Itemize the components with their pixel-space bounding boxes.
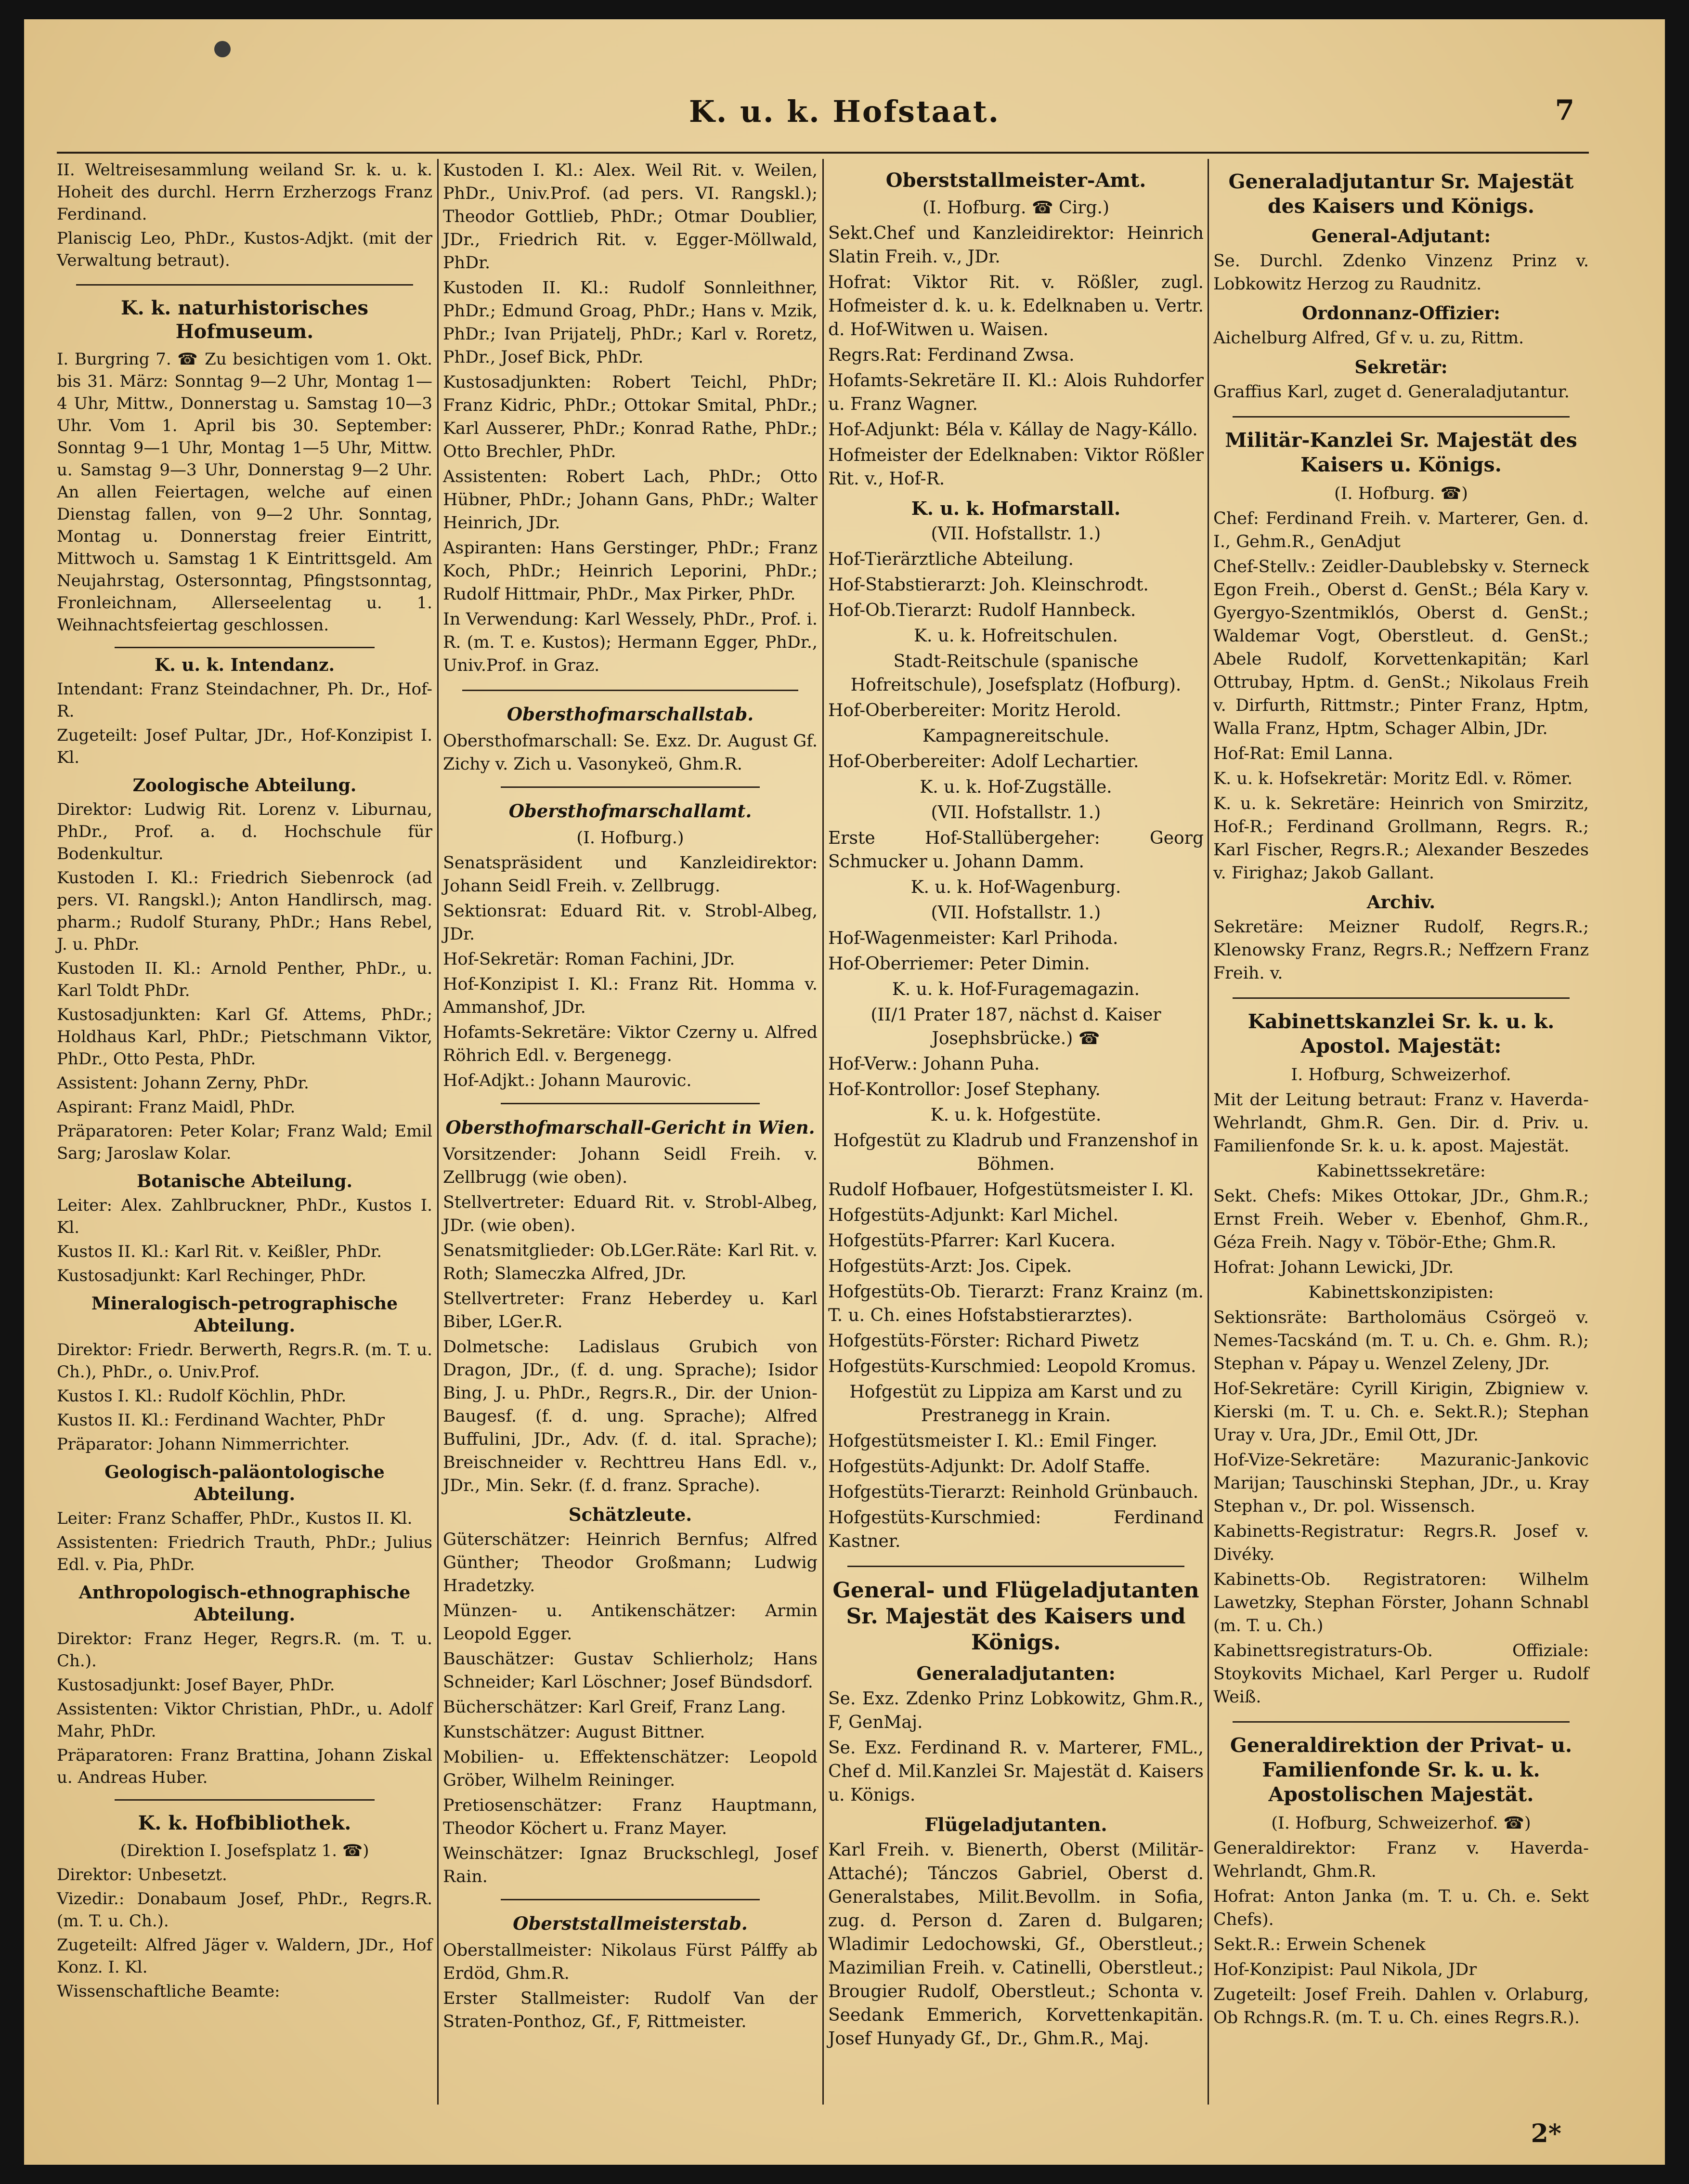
directory-entry: Stellvertreter: Franz Heberdey u. Karl Biber, LGer.R. [443,1289,818,1332]
section-divider [847,1566,1184,1567]
centered-note: K. u. k. Hof-Furagemagazin. [892,980,1140,999]
directory-entry: Aspirant: Franz Maidl, PhDr. [57,1098,296,1117]
column-4 [1213,159,1589,2031]
section-heading: Schätzleute. [568,1504,692,1525]
section-heading: Geologisch-paläontologische Abteilung. [104,1462,385,1504]
section-heading: K. u. k. Intendanz. [155,655,335,675]
directory-entry: Hofgestüts-Arzt: Jos. Cipek. [828,1256,1072,1276]
directory-entry: Graffius Karl, zuget d. Generaladjutantur. [1213,382,1570,402]
directory-entry: Hof-Oberbereiter: Moritz Herold. [828,701,1121,720]
centered-note: (I. Hofburg. ☎) [1334,484,1468,503]
directory-entry: Hofrat: Johann Lewicki, JDr. [1213,1258,1454,1277]
section-heading: Generaladjutantur Sr. Majestät des Kaisers und Königs. [1228,170,1574,218]
page-number: 7 [1555,94,1574,127]
directory-entry: Assistenten: Friedrich Trauth, PhDr.; Julius Edl. v. Pia, PhDr. [57,1533,432,1574]
directory-entry: Hof-Sekretär: Roman Fachini, JDr. [443,950,735,969]
centered-note: (II/1 Prater 187, nächst d. Kaiser Josephsbrücke.) ☎ [870,1005,1161,1048]
directory-entry: Senatspräsident und Kanzleidirektor: Johann Seidl Freih. v. Zellbrugg. [443,853,818,896]
directory-entry: Direktor: Ludwig Rit. Lorenz v. Liburnau, PhDr., Prof. a. d. Hochschule für Bodenkultur. [57,800,432,863]
directory-entry: Erste Hof-Stallübergeher: Georg Schmucker u. Johann Damm. [828,828,1204,872]
centered-note: (I. Hofburg, Schweizerhof. ☎) [1271,1814,1531,1833]
directory-entry: Mit der Leitung betraut: Franz v. Haverda-Wehrlandt, Ghm.R. Gen. Dir. d. Priv. u. Familienfonde Sr. k. u. k. apost. Majestät. [1213,1090,1589,1156]
directory-entry: Direktor: Franz Heger, Regrs.R. (m. T. u. Ch.). [57,1629,432,1671]
directory-entry: Dolmetsche: Ladislaus Grubich von Dragon, JDr., (f. d. ung. Sprache); Isidor Bing, J. u. PhDr., Regrs.R., Dir. der Union-Baugesf. (f. d. ung. Sprache); Alfred Buffulini, JDr., Adv. (f. d. ital. Sprache); Breischneider v. Rechttreu Hans Edl. v., JDr., Min. Sekr. (f. d. franz. Sprache). [443,1337,818,1495]
directory-entry: Oberstallmeister: Nikolaus Fürst Pálffy ab Erdöd, Ghm.R. [443,1941,818,1983]
centered-note: K. u. k. Hof-Zugställe. [920,777,1112,797]
directory-entry: Hofrat: Anton Janka (m. T. u. Ch. e. Sekt Chefs). [1213,1887,1589,1929]
centered-note: Kampagnereitschule. [922,726,1110,746]
directory-entry: Senatsmitglieder: Ob.LGer.Räte: Karl Rit. v. Roth; Slameczka Alfred, JDr. [443,1241,818,1283]
section-heading: Oberststallmeisterstab. [513,1913,748,1934]
directory-entry: Assistenten: Robert Lach, PhDr.; Otto Hübner, PhDr.; Johann Gans, PhDr.; Walter Heinrich, JDr. [443,467,818,533]
scan-edge-right [1665,0,1689,2184]
directory-entry: Chef: Ferdinand Freih. v. Marterer, Gen. d. I., Gehm.R., GenAdjut [1213,509,1589,551]
directory-entry: Hof-Adjkt.: Johann Maurovic. [443,1071,692,1090]
directory-entry: Kustoden I. Kl.: Alex. Weil Rit. v. Weilen, PhDr., Univ.Prof. (ad pers. VI. Rangskl.); Theodor Gottlieb, PhDr.; Otmar Doublier, JDr., Friedrich Rit. v. Egger-Möllwald, PhDr. [443,161,818,273]
directory-entry: Hofgestüts-Tierarzt: Reinhold Grünbauch. [828,1482,1199,1502]
directory-entry: Hofgestüts-Adjunkt: Karl Michel. [828,1205,1118,1225]
directory-entry: K. u. k. Hofsekretär: Moritz Edl. v. Römer. [1213,769,1573,788]
directory-entry: Hofgestüts-Kurschmied: Ferdinand Kastner. [828,1508,1204,1551]
directory-entry: Hof-Ob.Tierarzt: Rudolf Hannbeck. [828,601,1136,620]
directory-entry: Generaldirektor: Franz v. Haverda-Wehrlandt, Ghm.R. [1213,1839,1589,1881]
centered-note: (VII. Hofstallstr. 1.) [931,803,1101,823]
section-divider [501,786,760,788]
centered-note: (VII. Hofstallstr. 1.) [931,524,1101,544]
directory-entry: Obersthofmarschall: Se. Exz. Dr. August Gf. Zichy v. Zich u. Vasonykeö, Ghm.R. [443,732,818,774]
directory-entry: Hof-Oberriemer: Peter Dimin. [828,954,1090,974]
directory-entry: Leiter: Alex. Zahlbruckner, PhDr., Kustos I. Kl. [57,1196,432,1237]
section-heading: Generaladjutanten: [916,1662,1116,1684]
directory-entry: Sekt. Chefs: Mikes Ottokar, JDr., Ghm.R.; Ernst Freih. Weber v. Ebenhof, Ghm.R., Géza Freih. Nagy v. Töbör-Ethe; Ghm.R. [1213,1187,1589,1252]
directory-entry: Erster Stallmeister: Rudolf Van der Straten-Ponthoz, Gf., F, Rittmeister. [443,1989,818,2031]
directory-entry: Zugeteilt: Alfred Jäger v. Waldern, JDr., Hof Konz. I. Kl. [57,1936,432,1977]
directory-entry: Kabinetts-Registratur: Regrs.R. Josef v. Divéky. [1213,1522,1589,1564]
directory-entry: Bücherschätzer: Karl Greif, Franz Lang. [443,1698,786,1717]
directory-entry: Hof-Sekretäre: Cyrill Kirigin, Zbigniew v. Kierski (m. T. u. Ch. e. Sekt.R.); Stephan Uray v. Ura, JDr., Emil Ott, JDr. [1213,1379,1589,1445]
directory-entry: Kustosadjunkt: Josef Bayer, PhDr. [57,1675,335,1695]
directory-entry: Präparatoren: Peter Kolar; Franz Wald; Emil Sarg; Jaroslaw Kolar. [57,1122,432,1163]
directory-entry: Intendant: Franz Steindachner, Ph. Dr., Hof-R. [57,680,432,721]
directory-entry: K. u. k. Sekretäre: Heinrich von Smirzitz, Hof-R.; Ferdinand Grollmann, Regrs. R.; Karl Fischer, Regrs.R.; Alexander Beszedes v. Firighaz; Jakob Gallant. [1213,794,1589,883]
directory-entry: Mobilien- u. Effektenschätzer: Leopold Gröber, Wilhelm Reininger. [443,1748,818,1790]
directory-entry: Sekt.Chef und Kanzleidirektor: Heinrich Slatin Freih. v., JDr. [828,223,1204,267]
section-divider [115,1799,375,1801]
directory-entry: Kabinetts-Ob. Registratoren: Wilhelm Lawetzky, Stephan Förster, Johann Schnabl (m. T. u. Ch.) [1213,1570,1589,1635]
centered-note: K. u. k. Hof-Wagenburg. [910,877,1121,897]
directory-entry: Karl Freih. v. Bienerth, Oberst (Militär-Attaché); Tánczos Gabriel, Oberst d. Generalstabes, Milit.Bevollm. in Sofia, zug. d. Person d. Zaren d. Bulgaren; Wladimir Ledochowski, Gf., Oberstleut.; Mazimilian Freih. v. Catinelli, Oberstleut.; Brougier Rudolf, Oberstleut.; Schonta v. Seedank Emmerich, Korvettenkapitän. Josef Hunyady Gf., Dr., Ghm.R., Maj. [828,1840,1204,2049]
section-heading: Ordonnanz-Offizier: [1302,302,1500,324]
section-heading: Sekretär: [1354,356,1448,378]
scan-edge-top [0,0,1689,19]
directory-entry: Leiter: Franz Schaffer, PhDr., Kustos II. Kl. [57,1509,413,1528]
directory-entry: Aichelburg Alfred, Gf v. u. zu, Rittm. [1213,328,1524,348]
directory-entry: Zugeteilt: Josef Pultar, JDr., Hof-Konzipist I. Kl. [57,726,432,767]
directory-entry: Weinschätzer: Ignaz Bruckschlegl, Josef Rain. [443,1844,818,1886]
section-divider [462,690,798,691]
directory-entry: Assistenten: Viktor Christian, PhDr., u. Adolf Mahr, PhDr. [57,1700,432,1741]
directory-entry: Vorsitzender: Johann Seidl Freih. v. Zellbrugg (wie oben). [443,1145,818,1187]
column-2 [443,159,818,2035]
directory-entry: Hofamts-Sekretäre: Viktor Czerny u. Alfred Röhrich Edl. v. Bergenegg. [443,1023,818,1065]
section-divider [1233,416,1570,418]
column-rule-2 [822,159,824,2105]
directory-entry: Sekretäre: Meizner Rudolf, Regrs.R.; Klenowsky Franz, Regrs.R.; Neffzern Franz Freih. v. [1213,917,1589,983]
scan-edge-left [0,0,24,2184]
directory-entry: Münzen- u. Antikenschätzer: Armin Leopold Egger. [443,1601,818,1644]
directory-entry: Hof-Adjunkt: Béla v. Kállay de Nagy-Kállo. [828,420,1198,440]
directory-entry: Hofgestüts-Ob. Tierarzt: Franz Krainz (m. T. u. Ch. eines Hofstabstierarztes). [828,1282,1204,1325]
section-heading: Oberststallmeister-Amt. [885,169,1146,192]
section-divider [1233,997,1570,999]
directory-entry: Assistent: Johann Zerny, PhDr. [57,1073,309,1093]
column-rule-1 [437,159,439,2105]
section-heading: Zoologische Abteilung. [132,775,357,796]
section-heading: Militär-Kanzlei Sr. Majestät des Kaisers u. Königs. [1225,429,1577,476]
section-divider [501,1103,760,1104]
section-heading: Generaldirektion der Privat- u. Familienfonde Sr. k. u. k. Apostolischen Majestät. [1230,1734,1572,1806]
section-heading: K. u. k. Hofmarstall. [911,497,1121,519]
section-divider [1233,1721,1570,1723]
directory-entry: Bauschätzer: Gustav Schlierholz; Hans Schneider; Karl Löschner; Josef Bündsdorf. [443,1649,818,1692]
directory-entry: Se. Durchl. Zdenko Vinzenz Prinz v. Lobkowitz Herzog zu Raudnitz. [1213,251,1589,294]
section-divider [115,647,375,648]
centered-note: Hofgestüt zu Kladrub und Franzenshof in Böhmen. [833,1131,1199,1174]
section-heading: Mineralogisch-petrographische Abteilung. [91,1294,398,1336]
directory-entry: Zugeteilt: Josef Freih. Dahlen v. Orlaburg, Ob Rchngs.R. (m. T. u. Ch. eines Regrs.R.). [1213,1985,1589,2027]
directory-entry: Hof-Wagenmeister: Karl Prihoda. [828,929,1118,948]
centered-note: (I. Hofburg. ☎ Cirg.) [922,198,1109,218]
directory-entry: Hofgestüts-Förster: Richard Piwetz [828,1331,1139,1351]
section-heading: Obersthofmarschall-Gericht in Wien. [445,1117,815,1138]
directory-entry: Pretiosenschätzer: Franz Hauptmann, Theodor Köchert u. Franz Mayer. [443,1796,818,1838]
section-heading: General-Adjutant: [1311,225,1491,247]
directory-entry: Hof-Kontrollor: Josef Stephany. [828,1080,1101,1099]
section-divider [501,1899,760,1900]
section-heading: Obersthofmarschallamt. [508,800,752,822]
directory-entry: Kustos I. Kl.: Rudolf Köchlin, PhDr. [57,1386,347,1406]
directory-entry: Sekt.R.: Erwein Schenek [1213,1935,1426,1954]
directory-entry: Hof-Tierärztliche Abteilung. [828,549,1074,569]
directory-entry: I. Burgring 7. ☎ Zu besichtigen vom 1. Okt. bis 31. März: Sonntag 9—2 Uhr, Montag 1—4 Uhr, Mittw., Donnerstag u. Samstag 10—3 Uhr. Vom 1. April bis 30. September: Sonntag 9—1 Uhr, Montag 1—5 Uhr, Mittw. u. Samstag 9—3 Uhr, Donnerstag 9—2 Uhr. An allen Feiertagen, welche auf einen Dienstag fallen, von 9—2 Uhr. Sonntag, Montag u. Donnerstag freier Eintritt, Mittwoch u. Samstag 1 K Eintrittsgeld. Am Neujahrstag, Ostersonntag, Pfingstsonntag, Fronleichnam, Allerseelentag u. 1. Weihnachtsfeiertag geschlossen. [57,350,432,635]
centered-note: Hofgestüt zu Lippiza am Karst und zu Prestranegg in Krain. [849,1382,1182,1425]
directory-entry: Hofmeister der Edelknaben: Viktor Rößler Rit. v., Hof-R. [828,445,1204,489]
directory-entry: Chef-Stellv.: Zeidler-Daublebsky v. Sterneck Egon Freih., Oberst d. GenSt.; Béla Kary v. Gyergyo-Szentmiklós, Oberst d. GenSt.; Waldemar Vogt, Oberstleut. d. GenSt.; Abele Rudolf, Korvettenkapitän; Karl Ottrubay, Hptm. d. GenSt.; Nikolaus Freih v. Dirfurth, Rittmstr.; Pinter Franz, Hptm, Walla Franz, Hptm, Schager Albin, JDr. [1213,557,1589,738]
directory-entry: Kustos II. Kl.: Karl Rit. v. Keißler, PhDr. [57,1242,382,1261]
section-heading: Kabinettskanzlei Sr. k. u. k. Apostol. Majestät: [1247,1010,1555,1058]
section-heading: K. k. Hofbibliothek. [138,1812,351,1834]
directory-entry: Hof-Vize-Sekretäre: Mazuranic-Jankovic Marijan; Tauschinski Stephan, JDr., u. Kray Stephan v., Dr. pol. Wissensch. [1213,1451,1589,1516]
directory-entry: Se. Exz. Zdenko Prinz Lobkowitz, Ghm.R., F, GenMaj. [828,1689,1204,1732]
directory-entry: II. Weltreisesammlung weiland Sr. k. u. k. Hoheit des durchl. Herrn Erzherzogs Franz Ferdinand. [57,160,432,224]
directory-entry: Hofrat: Viktor Rit. v. Rößler, zugl. Hofmeister d. k. u. k. Edelknaben u. Vertr. d. Hof-Witwen u. Waisen. [828,273,1204,340]
directory-entry: Hof-Stabstierarzt: Joh. Kleinschrodt. [828,575,1149,595]
directory-entry: Wissenschaftliche Beamte: [57,1982,280,2001]
directory-entry: Präparatoren: Franz Brattina, Johann Ziskal u. Andreas Huber. [57,1746,432,1787]
column-3 [828,159,1204,2053]
binding-hole [214,41,231,57]
section-heading: K. k. naturhistorisches Hofmuseum. [121,297,368,343]
directory-entry: Sektionsrat: Eduard Rit. v. Strobl-Albeg, JDr. [443,902,818,944]
directory-entry: Hofgestütsmeister I. Kl.: Emil Finger. [828,1431,1157,1451]
section-divider [76,284,413,286]
directory-entry: Kustosadjunkten: Karl Gf. Attems, PhDr.; Holdhaus Karl, PhDr.; Pietschmann Viktor, PhDr., Otto Pesta, PhDr. [57,1005,432,1069]
column-rule-3 [1208,159,1209,2105]
directory-entry: Aspiranten: Hans Gerstinger, PhDr.; Franz Koch, PhDr.; Heinrich Leporini, PhDr.; Rudolf Hittmair, PhDr., Max Pirker, PhDr. [443,538,818,604]
signature-mark: 2* [1531,2119,1561,2148]
directory-entry: Direktor: Friedr. Berwerth, Regrs.R. (m. T. u. Ch.), PhDr., o. Univ.Prof. [57,1340,432,1382]
section-heading: Archiv. [1366,891,1436,913]
directory-entry: Hofgestüts-Pfarrer: Karl Kucera. [828,1231,1116,1251]
directory-entry: Hof-Konzipist: Paul Nikola, JDr [1213,1960,1477,1979]
directory-entry: Planiscig Leo, PhDr., Kustos-Adjkt. (mit der Verwaltung betraut). [57,229,432,270]
centered-note: (VII. Hofstallstr. 1.) [931,903,1101,923]
directory-entry: Hofamts-Sekretäre II. Kl.: Alois Ruhdorfer u. Franz Wagner. [828,371,1204,414]
centered-note: K. u. k. Hofreitschulen. [914,626,1118,646]
directory-entry: Kustoden II. Kl.: Rudolf Sonnleithner, PhDr.; Edmund Groag, PhDr.; Hans v. Mzik, PhDr.; Ivan Prijatelj, PhDr.; Karl v. Roretz, PhDr., Josef Bick, PhDr. [443,278,818,367]
header-rule [57,152,1589,154]
section-heading: Botanische Abteilung. [136,1171,353,1191]
centered-note: (Direktion I. Josefsplatz 1. ☎) [120,1841,369,1860]
directory-entry: Direktor: Unbesetzt. [57,1865,227,1884]
directory-entry: Kustoden I. Kl.: Friedrich Siebenrock (ad pers. VI. Rangskl.); Anton Handlirsch, mag. pharm.; Rudolf Sturany, PhDr.; Hans Rebel, J. u. PhDr. [57,868,432,954]
directory-entry: Vizedir.: Donabaum Josef, PhDr., Regrs.R. (m. T. u. Ch.). [57,1889,432,1931]
directory-entry: Hofgestüts-Kurschmied: Leopold Kromus. [828,1357,1196,1376]
directory-entry: Kustosadjunkten: Robert Teichl, PhDr; Franz Kidric, PhDr.; Ottokar Smital, PhDr.; Karl Ausserer, PhDr.; Konrad Rathe, PhDr.; Otto Brechler, PhDr. [443,373,818,461]
directory-entry: Kustosadjunkt: Karl Rechinger, PhDr. [57,1266,366,1285]
page-header [0,94,1689,152]
section-heading: Obersthofmarschallstab. [507,704,754,725]
directory-entry: Kunstschätzer: August Bittner. [443,1723,705,1742]
directory-entry: Regrs.Rat: Ferdinand Zwsa. [828,345,1075,365]
directory-entry: Hofgestüts-Adjunkt: Dr. Adolf Staffe. [828,1457,1151,1477]
directory-entry: Kustos II. Kl.: Ferdinand Wachter, PhDr [57,1411,385,1430]
column-1 [57,159,432,2004]
running-title: K. u. k. Hofstaat. [689,94,1000,129]
directory-entry: Kabinettsregistraturs-Ob. Offiziale: Stoykovits Michael, Karl Perger u. Rudolf Weiß. [1213,1641,1589,1707]
centered-note: I. Hofburg, Schweizerhof. [1291,1065,1511,1085]
directory-entry: Hof-Verw.: Johann Puha. [828,1054,1040,1074]
directory-entry: Hof-Rat: Emil Lanna. [1213,744,1393,763]
directory-entry: Güterschätzer: Heinrich Bernfus; Alfred Günther; Theodor Großmann; Ludwig Hradetzky. [443,1530,818,1595]
directory-entry: In Verwendung: Karl Wessely, PhDr., Prof. i. R. (m. T. e. Kustos); Hermann Egger, PhDr., Univ.Prof. in Graz. [443,610,818,675]
section-heading: Flügeladjutanten. [924,1814,1107,1835]
directory-entry: Se. Exz. Ferdinand R. v. Marterer, FML., Chef d. Mil.Kanzlei Sr. Majestät d. Kaisers u. Königs. [828,1738,1204,1805]
section-heading: Anthropologisch-ethnographische Abteilung. [78,1582,411,1625]
directory-entry: Rudolf Hofbauer, Hofgestütsmeister I. Kl. [828,1180,1194,1200]
directory-entry: Stellvertreter: Eduard Rit. v. Strobl-Albeg, JDr. (wie oben). [443,1193,818,1235]
directory-entry: Hof-Oberbereiter: Adolf Lechartier. [828,752,1139,772]
centered-note: K. u. k. Hofgestüte. [930,1105,1102,1125]
section-heading: General- und Flügeladjutanten Sr. Majestät des Kaisers und Königs. [832,1578,1199,1655]
scan-edge-bottom [0,2165,1689,2184]
centered-note: Kabinettssekretäre: [1316,1162,1486,1181]
directory-entry: Präparator: Johann Nimmerrichter. [57,1435,350,1454]
centered-note: Kabinettskonzipisten: [1308,1283,1494,1302]
directory-entry: Kustoden II. Kl.: Arnold Penther, PhDr., u. Karl Toldt PhDr. [57,959,432,1000]
centered-note: Stadt-Reitschule (spanische Hofreitschule), Josefsplatz (Hofburg). [850,652,1182,695]
directory-entry: Hof-Konzipist I. Kl.: Franz Rit. Homma v. Ammanshof, JDr. [443,975,818,1017]
centered-note: (I. Hofburg.) [576,828,684,848]
directory-entry: Sektionsräte: Bartholomäus Csörgeö v. Nemes-Tacskánd (m. T. u. Ch. e. Ghm. R.); Stephan v. Pápay u. Wenzel Zeleny, JDr. [1213,1308,1589,1373]
